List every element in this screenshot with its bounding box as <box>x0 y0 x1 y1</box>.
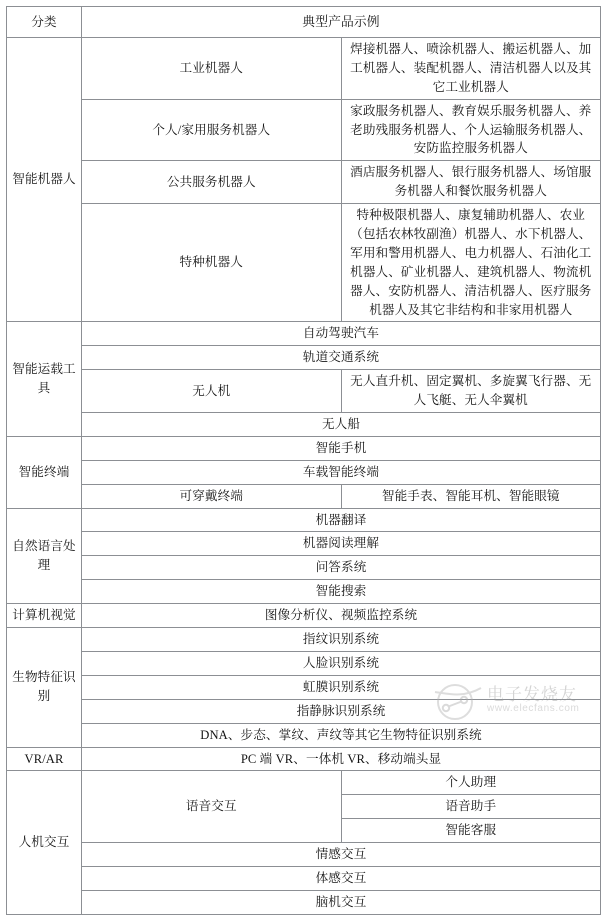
table-row <box>7 322 601 346</box>
product-cell: 自动驾驶汽车 <box>82 322 601 346</box>
category-cell: 智能终端 <box>7 436 82 508</box>
product-cell: 机器阅读理解 <box>82 532 601 556</box>
category-cell: 计算机视觉 <box>7 604 82 628</box>
table-row <box>7 99 601 161</box>
table-row <box>7 532 601 556</box>
table-row <box>7 346 601 370</box>
table-header-row <box>7 7 601 38</box>
table-row <box>7 370 601 413</box>
product-cell: 指纹识别系统 <box>82 628 601 652</box>
product-cell: 指静脉识别系统 <box>82 699 601 723</box>
product-cell: DNA、步态、掌纹、声纹等其它生物特征识别系统 <box>82 723 601 747</box>
product-cell: 体感交互 <box>82 866 601 890</box>
product-cell: 焊接机器人、喷涂机器人、搬运机器人、加工机器人、装配机器人、清洁机器人以及其它工业机器人 <box>341 38 601 100</box>
header-cell-products: 典型产品示例 <box>82 7 601 38</box>
product-cell: 情感交互 <box>82 843 601 867</box>
subcategory-cell: 语音交互 <box>82 771 342 843</box>
table-row <box>7 890 601 914</box>
table-row <box>7 460 601 484</box>
subcategory-cell: 公共服务机器人 <box>82 161 342 204</box>
table-row <box>7 204 601 322</box>
product-cell: PC 端 VR、一体机 VR、移动端头显 <box>82 747 601 771</box>
table-row <box>7 484 601 508</box>
subcategory-cell: 特种机器人 <box>82 204 342 322</box>
category-cell: 智能运载工具 <box>7 322 82 436</box>
table-row <box>7 604 601 628</box>
product-cell: 个人助理 <box>341 771 601 795</box>
product-cell: 脑机交互 <box>82 890 601 914</box>
table-row <box>7 628 601 652</box>
watermark-url: www.elecfans.com <box>487 703 580 714</box>
ai-product-classification-table <box>6 6 601 915</box>
category-cell: VR/AR <box>7 747 82 771</box>
table-row <box>7 866 601 890</box>
category-cell: 智能机器人 <box>7 38 82 322</box>
table-row <box>7 556 601 580</box>
product-cell: 问答系统 <box>82 556 601 580</box>
subcategory-cell: 可穿戴终端 <box>82 484 342 508</box>
table-row <box>7 651 601 675</box>
product-cell: 特种极限机器人、康复辅助机器人、农业（包括农林牧副渔）机器人、水下机器人、军用和警用机器人、电力机器人、石油化工机器人、矿业机器人、建筑机器人、物流机器人、安防机器人、清洁机器人、医疗服务机器人及其它非结构和非家用机器人 <box>341 204 601 322</box>
table-row <box>7 843 601 867</box>
table-row <box>7 675 601 699</box>
product-cell: 智能手机 <box>82 436 601 460</box>
product-cell: 机器翻译 <box>82 508 601 532</box>
product-cell: 无人直升机、固定翼机、多旋翼飞行器、无人飞艇、无人伞翼机 <box>341 370 601 413</box>
product-cell: 酒店服务机器人、银行服务机器人、场馆服务机器人和餐饮服务机器人 <box>341 161 601 204</box>
category-cell: 人机交互 <box>7 771 82 914</box>
category-cell: 自然语言处理 <box>7 508 82 604</box>
product-cell: 语音助手 <box>341 795 601 819</box>
product-cell: 无人船 <box>82 413 601 437</box>
table-row <box>7 436 601 460</box>
product-cell: 智能搜索 <box>82 580 601 604</box>
product-cell: 虹膜识别系统 <box>82 675 601 699</box>
table-row <box>7 747 601 771</box>
header-cell-category: 分类 <box>7 7 82 38</box>
table-row <box>7 580 601 604</box>
table-row <box>7 771 601 795</box>
table-row <box>7 38 601 100</box>
category-cell: 生物特征识别 <box>7 628 82 747</box>
product-cell: 轨道交通系统 <box>82 346 601 370</box>
table-row <box>7 699 601 723</box>
product-cell: 家政服务机器人、教育娱乐服务机器人、养老助残服务机器人、个人运输服务机器人、安防监控服务机器人 <box>341 99 601 161</box>
table-row <box>7 161 601 204</box>
subcategory-cell: 工业机器人 <box>82 38 342 100</box>
watermark-brand: 电子发烧友 <box>487 685 577 704</box>
table-row <box>7 723 601 747</box>
subcategory-cell: 个人/家用服务机器人 <box>82 99 342 161</box>
product-cell: 智能手表、智能耳机、智能眼镜 <box>341 484 601 508</box>
product-cell: 图像分析仪、视频监控系统 <box>82 604 601 628</box>
subcategory-cell: 无人机 <box>82 370 342 413</box>
table-row <box>7 508 601 532</box>
product-cell: 车载智能终端 <box>82 460 601 484</box>
product-cell: 智能客服 <box>341 819 601 843</box>
table-row <box>7 413 601 437</box>
product-cell: 人脸识别系统 <box>82 651 601 675</box>
